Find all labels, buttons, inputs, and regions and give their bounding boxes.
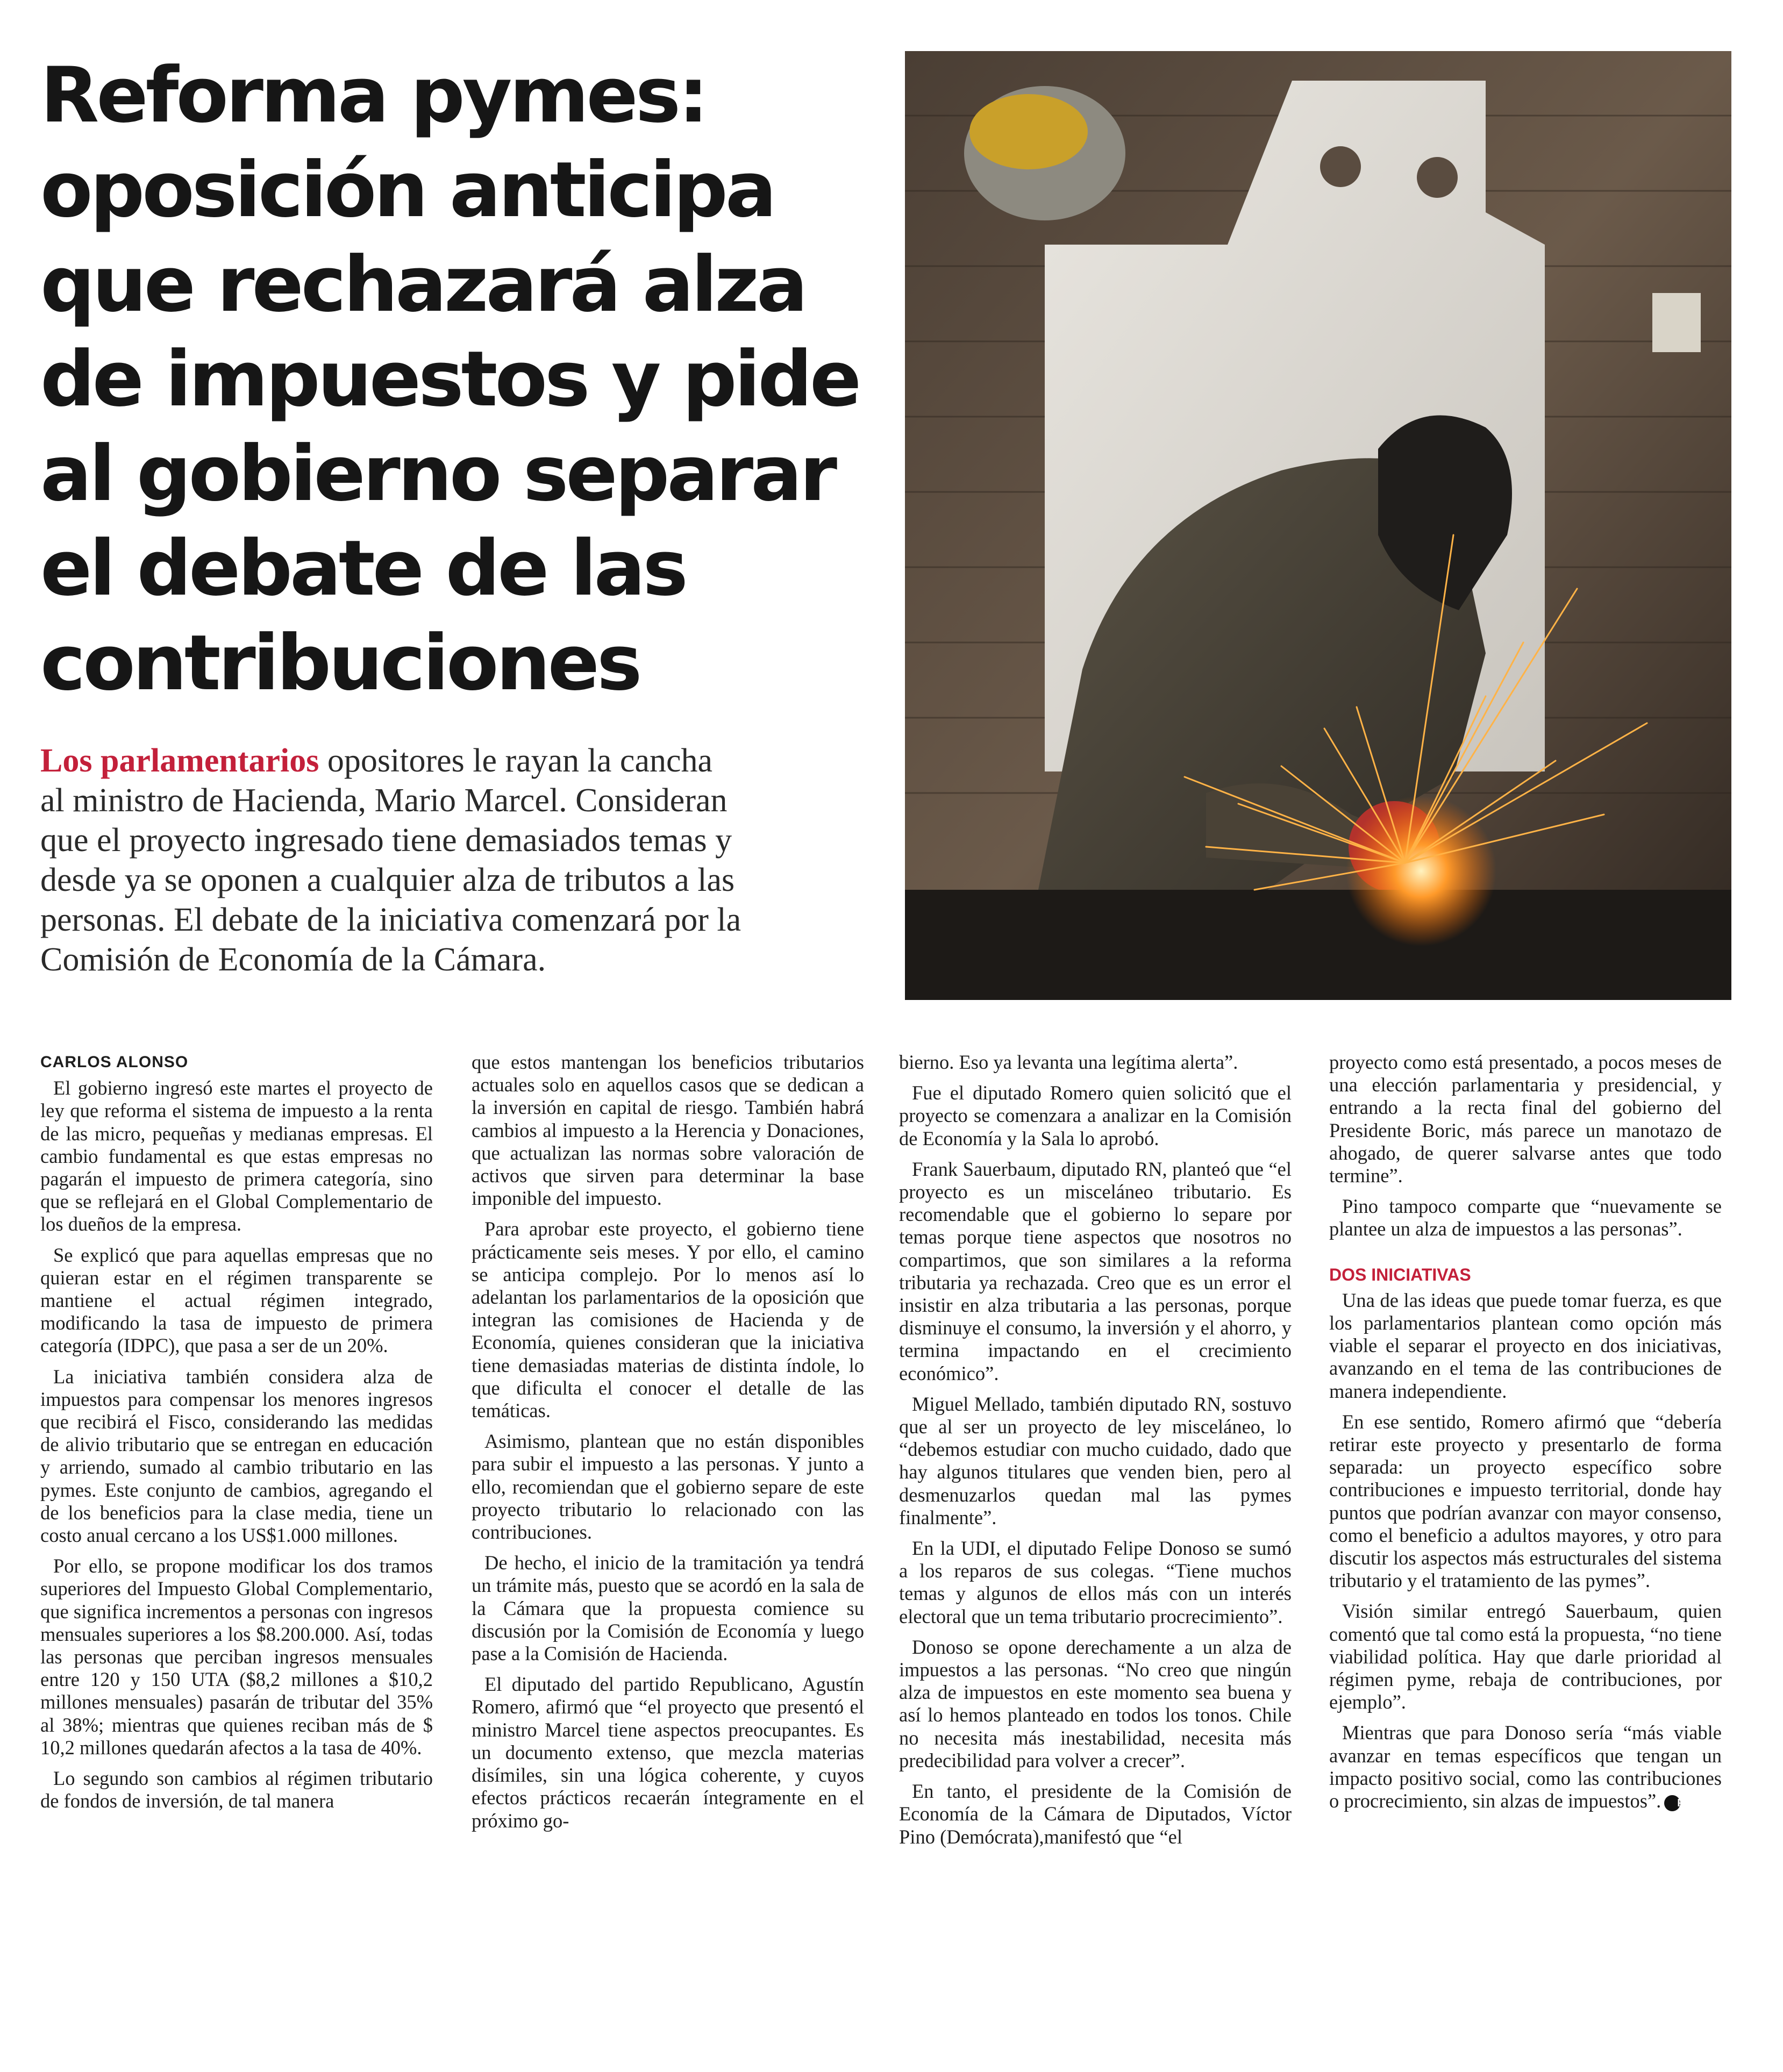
article-paragraph: Lo segundo son cambios al régimen tributario de fondos de inversión, de tal manera [40, 1767, 433, 1812]
article-paragraph: Asimismo, plantean que no están disponibles para subir el impuesto a las personas. Y junto a ello, recomiendan que el gobierno separe de este proyecto tributario lo relacionado con las contribuciones. [472, 1430, 864, 1544]
article-paragraph: Se explicó que para aquellas empresas que no quieran estar en el régimen transparente se mantiene el actual régimen integrado, modificando la tasa de impuesto de primera categoría (IDPC), que pasa a ser de un 20%. [40, 1244, 433, 1357]
article-column-1 [40, 1051, 433, 1821]
article-paragraph: En ese sentido, Romero afirmó que “debería retirar este proyecto y presentarlo de forma separada: un proyecto específico sobre contribuciones e impuesto territorial, donde hay puntos que podrían avanzar con mayor consenso, como el beneficio a adultos mayores, y otro para discutir los aspectos más estructurales del sistema tributario y el tratamiento de las pymes”. [1329, 1410, 1722, 1592]
headline-line: contribuciones [40, 619, 640, 708]
article-paragraph: Visión similar entregó Sauerbaum, quien comentó que tal como está la propuesta, “no tiene viabilidad política. Hay que darle prioridad al régimen pyme, rebaja de contribuciones, por ejemplo”. [1329, 1600, 1722, 1713]
headline-line: oposición anticipa [40, 146, 774, 234]
article-column-2 [472, 1051, 864, 1840]
lead-line: desde ya se oponen a cualquier alza de tributos a las [40, 862, 735, 898]
article-paragraph: Miguel Mellado, también diputado RN, sostuvo que al ser un proyecto de ley misceláneo, lo “debemos estudiar con mucho cuidado, dado que hay algunos titulares que venden bien, pero al desmenuzarlos quedan mal las pymes finalmente”. [899, 1392, 1292, 1528]
article-paragraph: La iniciativa también considera alza de impuestos para compensar los menores ingresos que recibirá el Fisco, considerando las medidas de alivio tributario que se entregan en educación y arriendo, sumado al cambio tributario en las pymes. Este conjunto de cambios, agregando el de los beneficios para la clase media, tiene un costo anual cercano a los US$1.000 millones. [40, 1365, 433, 1547]
lead-highlight: Los parlamentarios [40, 742, 319, 779]
article-column-4 [1329, 1051, 1722, 1820]
article-paragraph: Pino tampoco comparte que “nuevamente se plantee un alza de impuestos a las personas”. [1329, 1195, 1722, 1240]
article-column-3 [899, 1051, 1292, 1856]
section-subhead: DOS INICIATIVAS [1329, 1264, 1471, 1284]
lead-line: al ministro de Hacienda, Mario Marcel. Consideran [40, 782, 728, 819]
headline-line: Reforma pymes: [40, 51, 707, 140]
article-paragraph [1329, 1721, 1722, 1812]
article-paragraph: Fue el diputado Romero quien solicitó que el proyecto se comenzara a analizar en la Comisión de Economía y la Sala lo aprobó. [899, 1082, 1292, 1149]
lead-paragraph [40, 741, 847, 980]
lead-line: que el proyecto ingresado tiene demasiados temas y [40, 822, 732, 859]
article-paragraph: En tanto, el presidente de la Comisión de Economía de la Cámara de Diputados, Víctor Pino (Demócrata),manifestó que “el [899, 1780, 1292, 1848]
article-paragraph: Una de las ideas que puede tomar fuerza, es que los parlamentarios plantean como opción más viable el separar el proyecto en dos iniciativas, avanzando en el tema de las contribuciones de manera independiente. [1329, 1289, 1722, 1402]
article-paragraph: proyecto como está presentado, a pocos meses de una elección parlamentaria y presidencial, y entrando a la recta final del gobierno del Presidente Boric, más parece un manotazo de ahogado, de querer salvarse antes que todo termine”. [1329, 1051, 1722, 1187]
article-paragraph: El gobierno ingresó este martes el proyecto de ley que reforma el sistema de impuesto a la renta de las micro, pequeñas y medianas empresas. El cambio fundamental es que estas empresas no pagarán el impuesto de primera categoría, sino que se reflejará en el Global Complementario de los dueños de la empresa. [40, 1077, 433, 1235]
article-paragraph: Para aprobar este proyecto, el gobierno tiene prácticamente seis meses. Y por ello, el camino se anticipa complejo. Por lo menos así lo adelantan los parlamentarios de la oposición que integran las comisiones de Hacienda y de Economía, quienes consideran que la iniciativa tiene demasiadas materias de distinta índole, lo que dificulta el conocer el detalle de las temáticas. [472, 1218, 864, 1422]
article-paragraph: bierno. Eso ya levanta una legítima alerta”. [899, 1051, 1238, 1073]
article-paragraph: que estos mantengan los beneficios tributarios actuales solo en aquellos casos que se dedican a la inversión en capital de riesgo. También habrá cambios al impuesto a la Herencia y Donaciones, que actualizan las normas sobre valoración de activos que sirven para determinar la base imponible del impuesto. [472, 1051, 864, 1210]
article-paragraph: En la UDI, el diputado Felipe Donoso se sumó a los reparos de sus colegas. “Tiene muchos temas y algunos de ellos más con un interés electoral que un tema tributario procrecimiento”. [899, 1537, 1292, 1627]
headline-line: el debate de las [40, 524, 686, 613]
headline-line: al gobierno separar [40, 430, 835, 518]
article-paragraph: De hecho, el inicio de la tramitación ya tendrá un trámite más, puesto que se acordó en la sala de la Cámara que la propuesta comience su discusión por la Comisión de Economía y luego pase a la Comisión de Hacienda. [472, 1552, 864, 1665]
welder-grinding-metal-sparks-photo [905, 51, 1731, 1000]
headline-line: de impuestos y pide [40, 335, 859, 424]
headline [40, 48, 868, 711]
lead-line: personas. El debate de la iniciativa comenzará por la [40, 902, 741, 938]
article-paragraph: Donoso se opone derechamente a un alza de impuestos a las personas. “No creo que ningún alza de impuestos en este momento sea buena y así lo hemos planteado en todos los tonos. Chile no necesita más inestabilidad, necesita más predecibilidad para volver a crecer”. [899, 1635, 1292, 1771]
final-paragraph-text: Mientras que para Donoso sería “más viable avanzar en temas específicos que tengan un impacto positivo social, como las contribuciones o procrecimiento, sin alzas de impuestos”. [1329, 1721, 1722, 1812]
lead-line: Comisión de Economía de la Cámara. [40, 941, 546, 978]
end-of-article-icon: P [1664, 1795, 1680, 1811]
headline-line: que rechazará alza [40, 240, 805, 329]
article-paragraph: Por ello, se propone modificar los dos tramos superiores del Impuesto Global Complementario, que significa incrementos a personas con ingresos mensuales superiores a los $8.200.000. Así, todas las personas que perciban ingresos mensuales entre 120 y 150 UTA ($8,2 millones a $10,2 millones mensuales) pasarán de tributar del 35% al 38%; mientras que quienes reciban más de $ 10,2 millones quedarán afectos a la tasa de 40%. [40, 1555, 433, 1759]
lead-line [40, 741, 847, 781]
article-paragraph: Frank Sauerbaum, diputado RN, planteó que “el proyecto es un misceláneo tributario. Es recomendable que el gobierno lo separe por temas porque tiene aspectos que nosotros no compartimos, que son similares a la reforma tributaria ya rechazada. Creo que es un error el insistir en alza tributaria a las personas, porque disminuye el consumo, la inversión y el ahorro, y termina impactando en el crecimiento económico”. [899, 1158, 1292, 1384]
byline: CARLOS ALONSO [40, 1053, 189, 1071]
photo-illustration [905, 51, 1731, 1000]
lead-first-line-rest: opositores le rayan la cancha [319, 742, 712, 779]
article-paragraph: El diputado del partido Republicano, Agustín Romero, afirmó que “el proyecto que presentó el ministro Marcel tiene aspectos preocupantes. Es un documento extenso, que mezcla materias disímiles, sin una lógica coherente, y cuyos efectos prácticos recaerán íntegramente en el próximo go- [472, 1673, 864, 1832]
